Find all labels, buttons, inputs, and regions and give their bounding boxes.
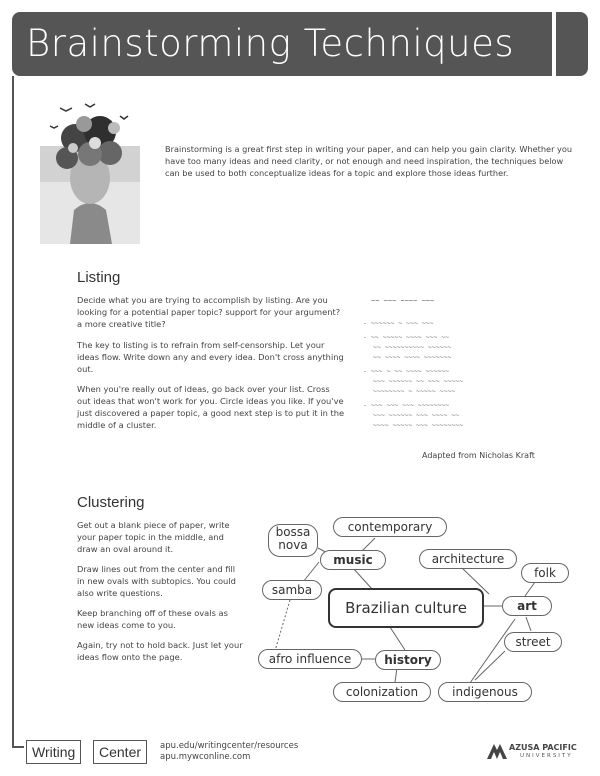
node-history: history [375,650,441,670]
clustering-heading: Clustering [77,494,145,511]
node-samba: samba [262,580,322,600]
node-art: art [502,596,552,616]
node-brazilian-culture: Brazilian culture [328,588,484,628]
node-street: street [504,632,562,652]
university-subname: UNIVERSITY [520,753,573,759]
clustering-paragraph-3: Keep branching off of these ovals as new ideas come to you. [77,608,228,630]
footer-link-resources[interactable]: apu.edu/writingcenter/resources [160,741,299,751]
footer-link-wconline[interactable]: apu.mywconline.com [160,752,251,762]
node-bossa-line2: nova [278,538,308,552]
node-bossa-line1: bossa [275,525,311,539]
node-bossa-nova [268,524,318,557]
listing-heading: Listing [77,269,121,286]
node-architecture: architecture [419,549,517,569]
university-name: AZUSA PACIFIC [509,743,577,752]
node-indigenous: indigenous [438,682,532,702]
listing-paragraph-3: When you're really out of ideas, go back over your list. Cross out ideas that won't work for you. Circle ideas you like. If you've just discovered a paper topic, a good next step is to put it in the middle of a cluster. [77,384,345,430]
clustering-paragraph-4: Again, try not to hold back. Just let your ideas flow onto the page. [77,640,243,662]
clustering-paragraph-2: Draw lines out from the center and fill in new ovals with subtopics. You could also write questions. [77,564,236,598]
node-music: music [320,550,386,570]
node-folk: folk [521,563,569,583]
node-contemporary: contemporary [333,517,447,537]
handwritten-list-image: ~~ ~~~ ~~~~ ~~~ - ~~~~~~ ~ ~~~ ~~~ - ~~ ~~~~~ ~~~~ ~~~ ~~ ~~ ~~~~~~~~~~ ~~~~~~ ~~ ~~~~ ~~~~ ~~~~~~~ - ~~~ ~ ~~ ~~~~ ~~~~~~ ~~~ ~~~~~~ ~~ ~~~ ~~~~~ ~~~~~~~~ ~ ~~~~~ ~~~~ - ~~~ ~~~ ~~~ ~~~~~~~~ ~~~ ~~~~~~ ~~~ ~~~~ ~~ ~~~~ ~~~~~ ~~~ ~~~~~~~~ [363,297,464,429]
listing-caption: Adapted from Nicholas Kraft [422,451,535,460]
node-colonization: colonization [333,682,431,702]
page-title: Brainstorming Techniques [26,22,515,65]
listing-paragraph-2: The key to listing is to refrain from self-censorship. Let your ideas flow. Write down any and every idea. Don't cross anything out. [77,340,344,374]
clustering-paragraph-1: Get out a blank piece of paper, write your paper topic in the middle, and draw an oval around it. [77,520,230,554]
footer-brand-center: Center [93,740,147,764]
footer-brand-writing: Writing [26,740,81,764]
listing-paragraph-1: Decide what you are trying to accomplish by listing. Are you looking for a potential paper topic? support for your argument? a more creative title? [77,295,341,329]
university-logo-icon [486,742,508,760]
intro-paragraph: Brainstorming is a great first step in writing your paper, and can help you gain clarity. Whether you have too many ideas and need clarity, or not enough and need inspiration, the techniques below can be used to both conceptualize ideas for a topic and explore those ideas further. [165,144,573,178]
node-afro-influence: afro influence [258,649,362,669]
